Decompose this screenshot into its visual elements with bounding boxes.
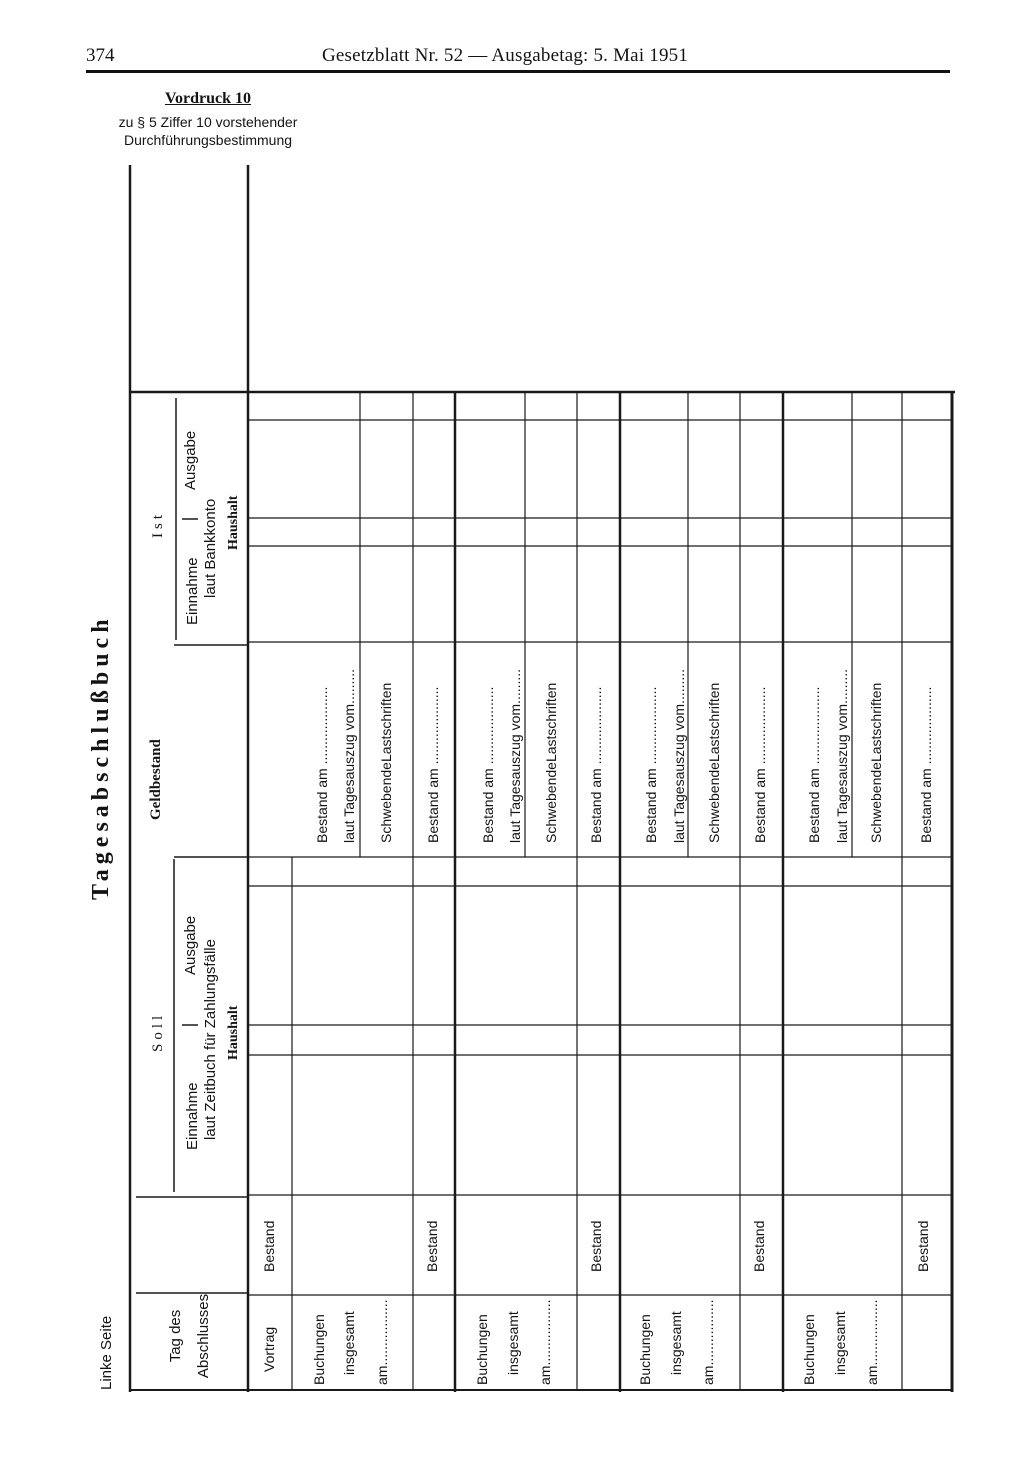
geld-bestand-am-label: Bestand am .................... — [643, 686, 659, 843]
soll-source-label: laut Zeitbuch für Zahlungsfälle — [202, 939, 219, 1140]
geld-laut-tagesauszug-label: laut Tagesauszug vom......... — [671, 668, 687, 843]
geld-schwebende-label: SchwebendeLastschriften — [868, 682, 884, 843]
geld-bestand-am-label: Bestand am .................... — [314, 686, 330, 843]
bestand-label: Bestand — [751, 1220, 767, 1272]
am-date-field: am................. — [537, 1299, 553, 1385]
buchungen-label: Buchungen — [637, 1314, 653, 1385]
bestand-label: Bestand — [424, 1220, 440, 1272]
side-label: Linke Seite — [98, 1315, 115, 1390]
soll-haushalt-label: Haushalt — [226, 1005, 241, 1060]
geld-bestand-am-label: Bestand am .................... — [425, 686, 441, 843]
form-reference-line2: Durchführungsbestimmung — [123, 132, 293, 148]
geld-bestand-am-label: Bestand am .................... — [806, 686, 822, 843]
geld-schwebende-label: SchwebendeLastschriften — [706, 682, 722, 843]
buchungen-label: Buchungen — [801, 1314, 817, 1385]
group-separators — [455, 392, 783, 1392]
geld-schwebende-label: SchwebendeLastschriften — [543, 682, 559, 843]
geld-schwebende-label: SchwebendeLastschriften — [378, 682, 394, 843]
buchungen-label: Buchungen — [311, 1314, 327, 1385]
insgesamt-label: insgesamt — [505, 1311, 521, 1375]
geld-bestand-am-label: Bestand am .................... — [480, 686, 496, 843]
gazette-title: Gesetzblatt Nr. 52 — Ausgabetag: 5. Mai 1951 — [322, 45, 689, 66]
column-rules — [248, 420, 952, 1295]
ist-einnahme-label: Einnahme — [184, 557, 201, 625]
geld-bestand-am-label: Bestand am .................... — [752, 686, 768, 843]
am-date-field: am................. — [374, 1299, 390, 1385]
date-column-header-line2: Abschlusses — [195, 1293, 212, 1379]
bestand-label: Bestand — [261, 1220, 277, 1272]
am-date-field: am................. — [700, 1299, 716, 1385]
bestand-label: Bestand — [915, 1220, 931, 1272]
geld-bestand-am-label: Bestand am .................... — [918, 686, 934, 843]
table-title: Tagesabschlußbuch — [88, 614, 114, 900]
geldbestand-header: Geldbestand — [148, 739, 164, 820]
ist-source-label: laut Bankkonto — [202, 498, 219, 598]
bestand-label: Bestand — [588, 1220, 604, 1272]
soll-einnahme-label: Einnahme — [184, 1082, 201, 1150]
form-reference-line1: zu § 5 Ziffer 10 vorstehender — [118, 114, 298, 130]
buchungen-label: Buchungen — [474, 1314, 490, 1385]
geld-laut-tagesauszug-label: laut Tagesauszug vom......... — [341, 668, 357, 843]
soll-ausgabe-label: Ausgabe — [182, 915, 199, 975]
ist-header: Ist — [150, 511, 166, 538]
soll-header: Soll — [150, 1011, 166, 1052]
date-column-header-line1: Tag des — [167, 1309, 184, 1363]
form-name: Vordruck 10 — [164, 90, 252, 107]
am-date-field: am................. — [864, 1299, 880, 1385]
insgesamt-label: insgesamt — [668, 1311, 684, 1375]
insgesamt-label: insgesamt — [341, 1311, 357, 1375]
page-number: 374 — [86, 45, 115, 66]
geld-laut-tagesauszug-label: laut Tagesauszug vom......... — [507, 668, 523, 843]
geld-bestand-am-label: Bestand am .................... — [588, 686, 604, 843]
ist-haushalt-label: Haushalt — [226, 495, 241, 550]
insgesamt-label: insgesamt — [832, 1311, 848, 1375]
geld-laut-tagesauszug-label: laut Tagesauszug vom......... — [834, 668, 850, 843]
vortrag-label: Vortrag — [261, 1326, 277, 1372]
ist-ausgabe-label: Ausgabe — [182, 430, 199, 490]
